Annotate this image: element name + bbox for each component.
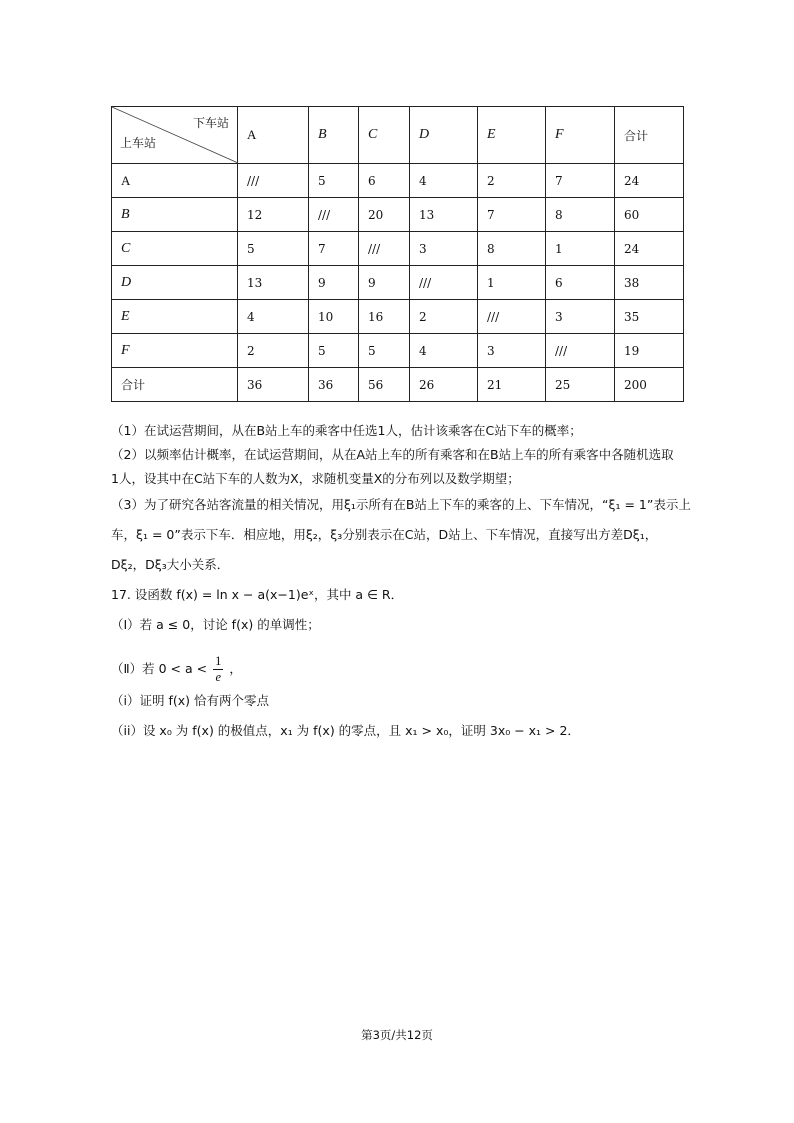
column-header: D	[410, 107, 478, 164]
table-row	[112, 164, 684, 198]
table-cell: 36	[238, 368, 309, 402]
table-cell: 12	[238, 198, 309, 232]
page-footer: 第3页/共12页	[361, 1028, 433, 1042]
table-cell: 21	[478, 368, 546, 402]
table-cell: 5	[238, 232, 309, 266]
passenger-table	[111, 106, 684, 402]
fraction-numerator: 1	[215, 654, 222, 668]
table-cell: 2	[238, 334, 309, 368]
table-cell: ///	[359, 232, 410, 266]
column-header: B	[309, 107, 359, 164]
question-3-line-1: （3）为了研究各站客流量的相关情况，用ξ₁示所有在B站上下车的乘客的上、下车情况，“ξ₁ = 1”表示上	[111, 497, 691, 512]
question-2-line-2: 1人，设其中在C站下车的人数为X，求随机变量X的分布列以及数学期望；	[111, 471, 520, 486]
table-row	[112, 300, 684, 334]
question-3-line-2: 车，ξ₁ = 0”表示下车．相应地，用ξ₂，ξ₃分别表示在C站，D站上、下车情况，直接写出方差Dξ₁，	[111, 527, 658, 542]
problem-17-part-2-ii: （ii）设 x₀ 为 f(x) 的极值点，x₁ 为 f(x) 的零点，且 x₁ > x₀，证明 3x₀ − x₁ > 2．	[111, 723, 580, 738]
table-cell: 8	[546, 198, 615, 232]
table-cell: 3	[410, 232, 478, 266]
table-cell: 26	[410, 368, 478, 402]
column-header: C	[359, 107, 410, 164]
table-cell: 20	[359, 198, 410, 232]
table-row	[112, 334, 684, 368]
diagonal-header-cell	[112, 107, 238, 164]
question-3-line-3: Dξ₂，Dξ₃大小关系．	[111, 557, 230, 572]
table-cell: ///	[238, 164, 309, 198]
table-cell: 7	[546, 164, 615, 198]
table-cell: 56	[359, 368, 410, 402]
table-cell: 6	[546, 266, 615, 300]
fraction	[213, 654, 223, 685]
question-1: （1）在试运营期间，从在B站上车的乘客中任选1人，估计该乘客在C站下车的概率；	[111, 423, 582, 438]
table-cell: 13	[410, 198, 478, 232]
table-cell: 9	[309, 266, 359, 300]
table-cell: 7	[478, 198, 546, 232]
column-header: E	[478, 107, 546, 164]
column-header: 合计	[615, 107, 684, 164]
problem-17-title: 17. 设函数 f(x) = ln x − a(x−1)eˣ，其中 a ∈ R．	[111, 587, 404, 602]
table-cell: ///	[546, 334, 615, 368]
table-cell: 38	[615, 266, 684, 300]
table-row	[112, 232, 684, 266]
row-label: F	[112, 334, 238, 368]
table-cell: 24	[615, 232, 684, 266]
row-label: A	[112, 164, 238, 198]
column-header: F	[546, 107, 615, 164]
table-cell: 24	[615, 164, 684, 198]
row-label: B	[112, 198, 238, 232]
problem-17-part-2-i: （i）证明 f(x) 恰有两个零点	[111, 693, 269, 708]
fraction-denominator: e	[215, 670, 221, 684]
table-cell: ///	[478, 300, 546, 334]
table-header-row	[112, 107, 684, 164]
table-cell: 200	[615, 368, 684, 402]
table-cell: 8	[478, 232, 546, 266]
table-cell: 10	[309, 300, 359, 334]
table-cell: 9	[359, 266, 410, 300]
table-cell: 19	[615, 334, 684, 368]
alight-station-label: 下车站	[192, 116, 229, 130]
table-cell: 35	[615, 300, 684, 334]
part-2-suffix: ，	[229, 661, 242, 676]
table-cell: ///	[309, 198, 359, 232]
part-2-condition: （Ⅱ）若 0 < a <	[111, 661, 208, 676]
table-row	[112, 266, 684, 300]
row-label: C	[112, 232, 238, 266]
table-row	[112, 198, 684, 232]
row-label: E	[112, 300, 238, 334]
table-cell: ///	[410, 266, 478, 300]
table-cell: 4	[410, 334, 478, 368]
row-label: D	[112, 266, 238, 300]
column-header: A	[238, 107, 309, 164]
table-cell: 60	[615, 198, 684, 232]
table-cell: 4	[238, 300, 309, 334]
table-cell: 5	[309, 334, 359, 368]
table-cell: 3	[546, 300, 615, 334]
problem-17-part-2	[111, 654, 691, 685]
table-cell: 36	[309, 368, 359, 402]
board-station-label: 上车站	[120, 136, 157, 150]
question-2-line-1: （2）以频率估计概率，在试运营期间，从在A站上车的所有乘客和在B站上车的所有乘客中各随机选取	[111, 447, 674, 462]
table-cell: 5	[359, 334, 410, 368]
row-label: 合计	[112, 368, 238, 402]
problem-17-part-1: （Ⅰ）若 a ≤ 0，讨论 f(x) 的单调性；	[111, 617, 320, 632]
table-cell: 1	[546, 232, 615, 266]
table-cell: 16	[359, 300, 410, 334]
table-cell: 3	[478, 334, 546, 368]
table-cell: 4	[410, 164, 478, 198]
table-cell: 1	[478, 266, 546, 300]
table-cell: 2	[478, 164, 546, 198]
table-cell: 7	[309, 232, 359, 266]
table-row	[112, 368, 684, 402]
table-cell: 2	[410, 300, 478, 334]
table-cell: 25	[546, 368, 615, 402]
table-cell: 13	[238, 266, 309, 300]
table-cell: 5	[309, 164, 359, 198]
table-cell: 6	[359, 164, 410, 198]
